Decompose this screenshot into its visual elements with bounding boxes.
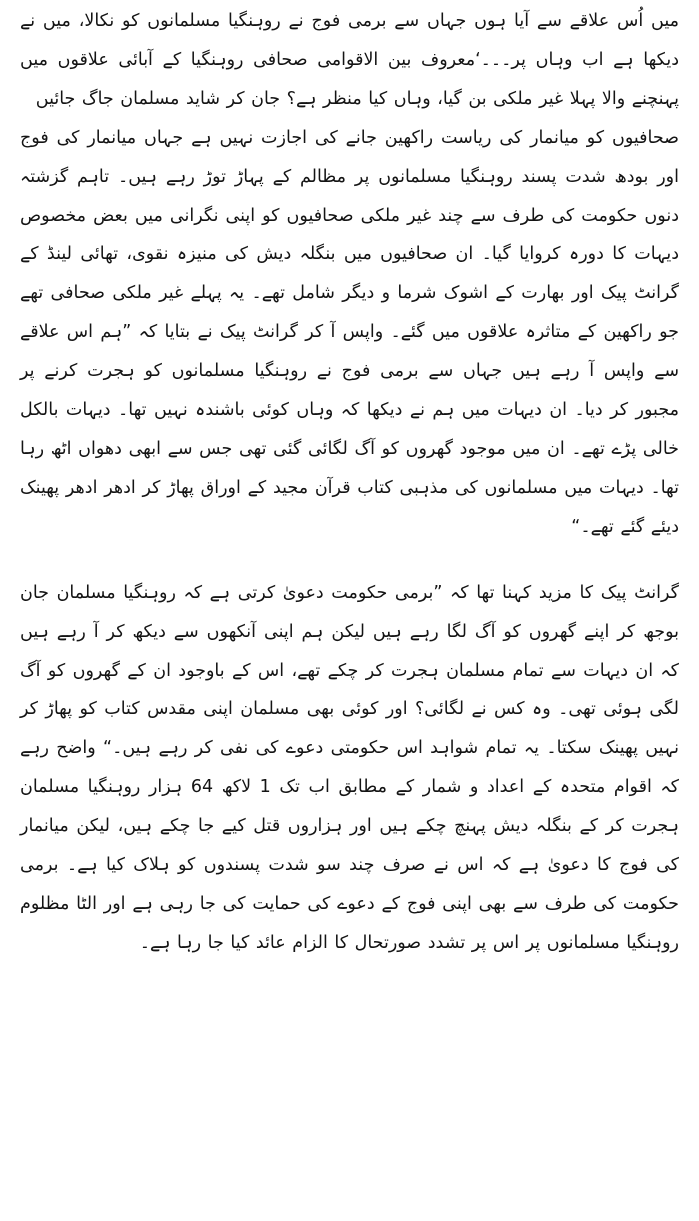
article-paragraph-quote: گرانٹ پیک کا مزید کہنا تھا کہ ”برمی حکومت دعویٰ کرتی ہے کہ روہنگیا مسلمان جان بوجھ کر اپنے گھروں کو آگ لگا رہے ہیں لیکن ہم اپنی آنکھوں سے دیکھ کر آ رہے ہیں کہ ان دیہات سے تمام مسلمان ہجرت کر چکے تھے، اس کے باوجود ان کے گھروں کو آگ لگی ہوئی تھی۔ وہ کس نے لگائی؟ اور کوئی بھی مسلمان اپنی مقدس کتاب کو پھاڑ کر نہیں پھینک سکتا۔ یہ تمام شواہد اس حکومتی دعوے کی نفی کر رہے ہیں۔“ واضح رہے کہ اقوام متحدہ کے اعداد و شمار کے مطابق اب تک 1 لاکھ 64 ہزار روہنگیا مسلمان ہجرت کر کے بنگلہ دیش پہنچ چکے ہیں اور ہزاروں قتل کیے جا چکے ہیں، لیکن میانمار کی فوج کا دعویٰ ہے کہ اس نے صرف چند سو شدت پسندوں کو ہلاک کیا ہے۔ برمی حکومت کی طرف سے بھی اپنی فوج کے دعوے کی حمایت کی جا رہی ہے اور الٹا مظلوم روہنگیا مسلمانوں پر اس پر تشدد صورتحال کا الزام عائد کیا جا رہا ہے۔: [20, 582, 679, 953]
article-paragraph-intro: میں اُس علاقے سے آیا ہوں جہاں سے برمی فوج نے روہنگیا مسلمانوں کو نکالا، میں نے دیکھا ہے اب وہاں پر۔۔۔‘معروف بین الاقوامی صحافی روہنگیا کے آبائی علاقوں میں پہنچنے والا پہلا غیر ملکی بن گیا، وہاں کیا منظر ہے؟ جان کر شاید مسلمان جاگ جائیں: [20, 11, 679, 109]
paragraph-spacer: [20, 547, 679, 574]
article-paragraph-report: صحافیوں کو میانمار کی ریاست راکھین جانے کی اجازت نہیں ہے جہاں میانمار کی فوج اور بودھ شدت پسند روہنگیا مسلمانوں پر مظالم کے پہاڑ توڑ رہے ہیں۔ تاہم گزشتہ دنوں حکومت کی طرف سے چند غیر ملکی صحافیوں کو اپنی نگرانی میں بعض مخصوص دیہات کا دورہ کروایا گیا۔ ان صحافیوں میں بنگلہ دیش کی منیزہ نقوی، تھائی لینڈ کے گرانٹ پیک اور بھارت کے اشوک شرما و دیگر شامل تھے۔ یہ پہلے غیر ملکی صحافی تھے جو راکھین کے متاثرہ علاقوں میں گئے۔ واپس آ کر گرانٹ پیک نے بتایا کہ ”ہم اس علاقے سے واپس آ رہے ہیں جہاں سے برمی فوج نے روہنگیا مسلمانوں کو ہجرت کرنے پر مجبور کر دیا۔ ان دیہات میں ہم نے دیکھا کہ وہاں کوئی باشندہ نہیں تھا۔ دیہات بالکل خالی پڑے تھے۔ ان میں موجود گھروں کو آگ لگائی گئی تھی جس سے ابھی دھواں اٹھ رہا تھا۔ دیہات میں مسلمانوں کی مذہبی کتاب قرآن مجید کے اوراق پھاڑ کر ادھر ادھر پھینک دیئے گئے تھے۔“: [20, 127, 679, 537]
